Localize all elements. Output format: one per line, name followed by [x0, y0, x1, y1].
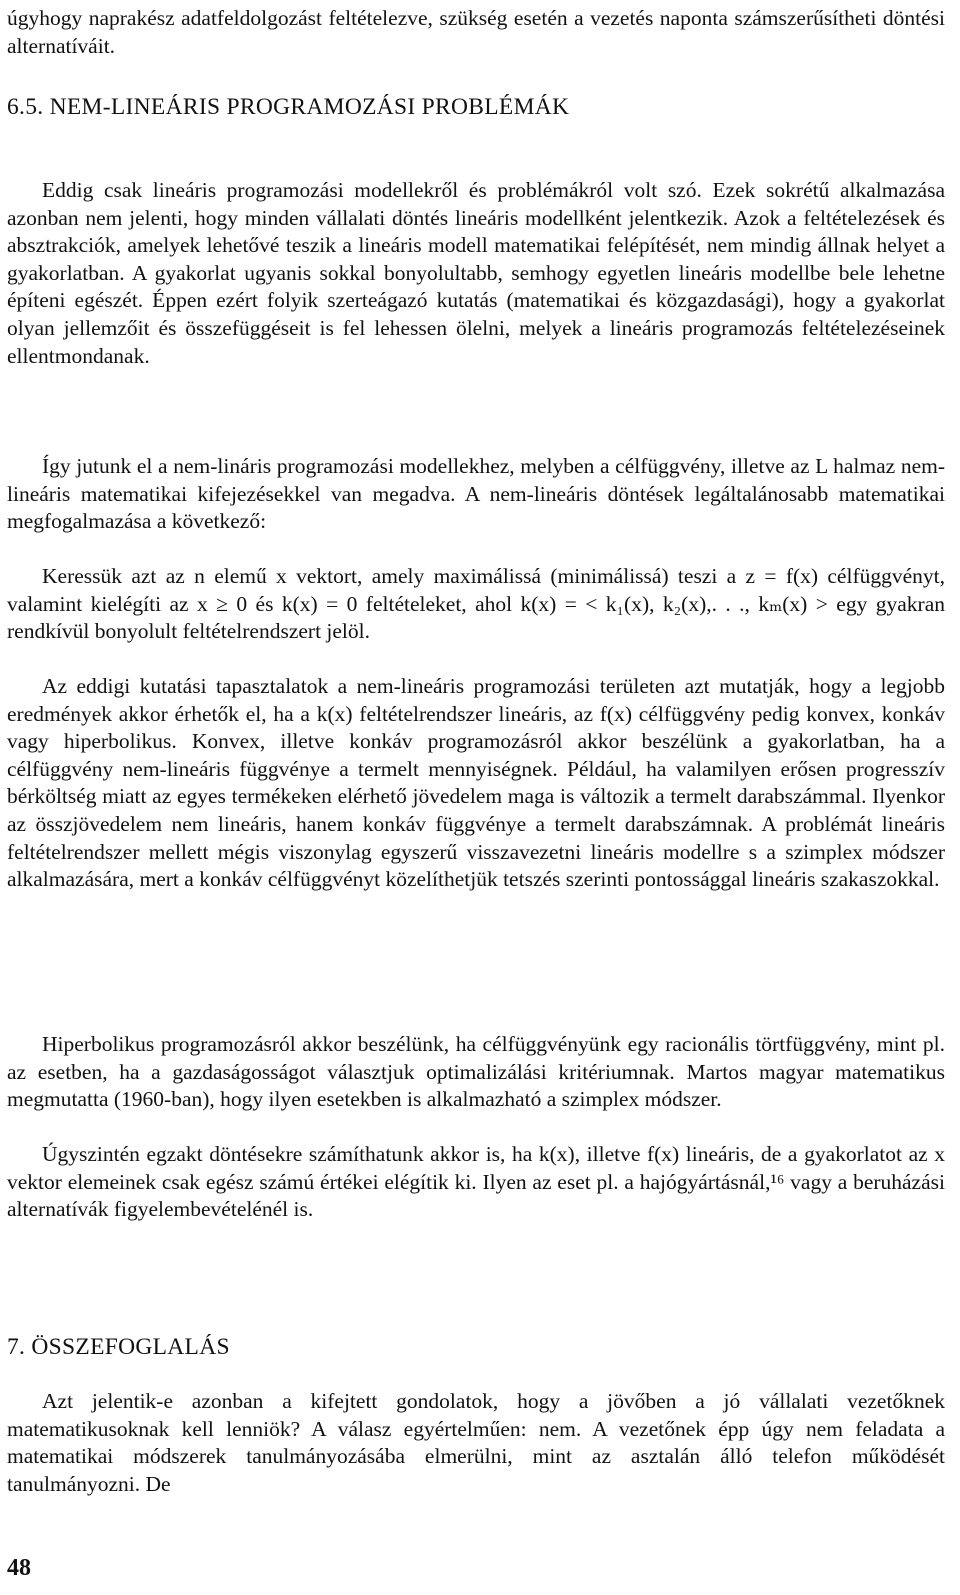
section-heading-7: 7. ÖSSZEFOGLALÁS [7, 1334, 230, 1360]
section-heading-6-5: 6.5. NEM-LINEÁRIS PROGRAMOZÁSI PROBLÉMÁK [7, 94, 570, 120]
body-paragraph-4: Az eddigi kutatási tapasztalatok a nem-lineáris programozási területen azt mutatják, hogy a legjobb eredmények akkor érhetők el, ha a k(x) feltételrendszer lineáris, az f(x) célfüggvény pedig konvex, konkáv vagy hiperbolikus. Konvex, illetve konkáv programozásról akkor beszélünk a gyakorlatban, ha a célfüggvény nem-lineáris függvénye a termelt mennyiségnek. Például, ha valamilyen erősen progresszív bérköltség miatt az egyes termékeken elérhető jövedelem maga is változik a termelt darabszámmal. Ilyenkor az összjövedelem nem lineáris, hanem konkáv függvénye a termelt darabszámnak. A problémát lineáris feltételrendszer mellett mégis viszonylag egyszerű visszavezetni lineáris modellre s a szimplex módszer alkalmazására, mert a konkáv célfüggvényt közelíthetjük tetszés szerinti pontossággal lineáris szakaszokkal. [7, 674, 945, 892]
body-paragraph-2: Így jutunk el a nem-lináris programozási modellekhez, melyben a célfüggvény, illetve az L halmaz nem-lineáris matematikai kifejezésekkel van megadva. A nem-lineáris döntések legáltalánosabb matematikai megfogalmazása a következő: [7, 454, 945, 534]
intro-paragraph: úgyhogy naprakész adatfeldolgozást feltételezve, szükség esetén a vezetés naponta számszerűsítheti döntési alternatíváit. [7, 6, 945, 58]
summary-paragraph: Azt jelentik-e azonban a kifejtett gondolatok, hogy a jövőben a jó vállalati vezetőknek matematikusoknak kell lenniök? A válasz egyértelműen: nem. A vezetőnek épp úgy nem feladata a matematikai módszerek tanulmányozásába elmerülni, mint az asztalán álló telefon működését tanulmányozni. De [7, 1389, 945, 1496]
body-paragraph-1: Eddig csak lineáris programozási modellekről és problémákról volt szó. Ezek sokrétű alkalmazása azonban nem jelenti, hogy minden vállalati döntés lineáris modellként jelentkezik. Azok a feltételezések és absztrakciók, amelyek lehetővé teszik a lineáris modell matematikai felépítését, nem mindig állnak helyet a gyakorlatban. A gyakorlat ugyanis sokkal bonyolultabb, semhogy egyetlen lineáris modellbe bele lehetne építeni egészét. Éppen ezért folyik szerteágazó kutatás (matematikai és közgazdasági), hogy a gyakorlat olyan jellemzőit és összefüggéseit is fel lehessen ölelni, melyek a lineáris programozás feltételezéseinek ellentmondanak. [7, 178, 945, 368]
body-paragraph-6: Úgyszintén egzakt döntésekre számíthatunk akkor is, ha k(x), illetve f(x) lineáris, de a gyakorlatot az x vektor elemeinek csak egész számú értékei elégítik ki. Ilyen az eset pl. a hajógyártásnál,¹⁶ vagy a beruházási alternatívák figyelembevételénél is. [7, 1142, 945, 1222]
body-paragraph-5: Hiperbolikus programozásról akkor beszélünk, ha célfüggvényünk egy racionális törtfüggvény, mint pl. az esetben, ha a gazdaságosságot választjuk optimalizálási kritériumnak. Martos magyar matematikus megmutatta (1960-ban), hogy ilyen esetekben is alkalmazható a szimplex módszer. [7, 1032, 945, 1112]
body-paragraph-3: Keressük azt az n elemű x vektort, amely maximálissá (minimálissá) teszi a z = f(x) célfüggvényt, valamint kielégíti az x ≥ 0 és k(x) = 0 feltételeket, ahol k(x) = < k₁(x), k₂(x),. . ., kₘ(x) > egy gyakran rendkívül bonyolult feltételrendszert jelöl. [7, 564, 945, 644]
page-number: 48 [7, 1555, 31, 1581]
